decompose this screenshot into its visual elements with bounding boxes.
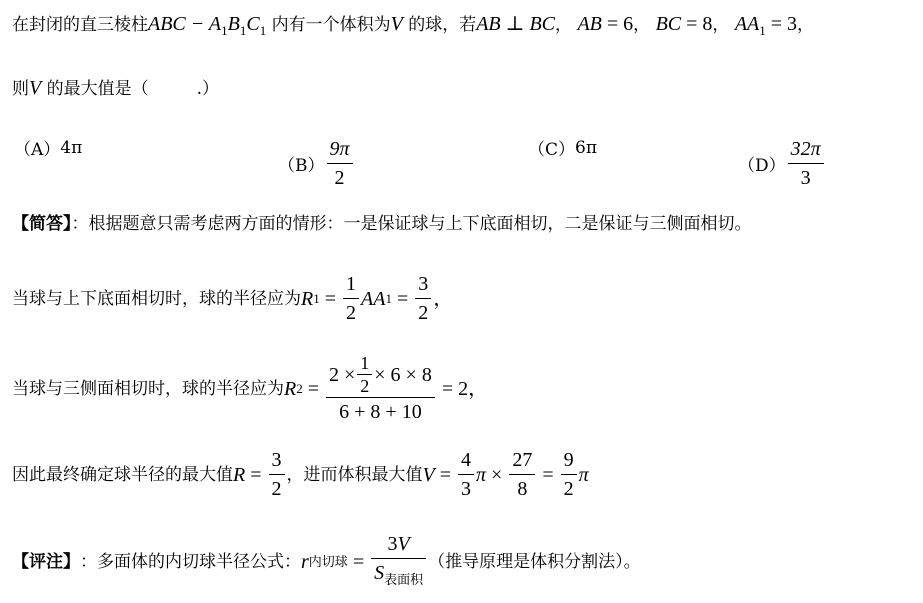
case1-line bbox=[12, 270, 453, 327]
question-intro: 在封闭的直三棱柱 bbox=[12, 15, 148, 35]
question-line-1: 在封闭的直三棱柱ABC − $A_1B_1C_1$ 内有一个体积为V 的球，若AB ⊥ BC， AB = 6， BC = 8， $AA_1 = 3$， bbox=[12, 13, 815, 38]
bc-value: BC = 8 bbox=[655, 13, 713, 35]
radius-max-formula: R = $\frac{3}{2}$ bbox=[233, 446, 287, 503]
answer-tag: 【简答】 bbox=[12, 214, 72, 234]
question-tail: 的球，若 bbox=[408, 15, 477, 35]
line2-prefix: 则 bbox=[12, 79, 29, 99]
option-d bbox=[738, 135, 826, 192]
option-b-den: 2 bbox=[334, 167, 345, 189]
option-a-value: 4π bbox=[60, 137, 83, 158]
line2-text: 的最大值是（ bbox=[46, 79, 149, 99]
comment-tail: （推导原理是体积分割法）。 bbox=[428, 552, 641, 572]
aa1-value: $AA_1 = 3$ bbox=[734, 13, 798, 38]
case1-formula: R 1 = $\frac{1}{2}$ AA 1 = $\frac{3}{2}$ ， bbox=[301, 273, 454, 324]
case2-formula: R 2 = 2 × $\frac{1}{2}$ × 6 × 8 6 + 8 + 10 = 2， bbox=[284, 353, 489, 423]
case1-text: 当球与上下底面相切时，球的半径应为 bbox=[12, 288, 301, 309]
comment-formula: r 内切球 = $\frac{3V}{S_{表面积}}$ bbox=[301, 530, 428, 594]
comment-text: ：多面体的内切球半径公式： bbox=[80, 552, 301, 572]
line2-close: .） bbox=[196, 79, 220, 99]
option-c bbox=[528, 135, 597, 160]
volume-var-2: V bbox=[29, 77, 42, 99]
option-c-value: 6π bbox=[575, 137, 598, 158]
option-b-num: 9π bbox=[329, 138, 350, 160]
comment-line bbox=[12, 530, 641, 594]
volume-max-formula: V = $\frac{4}{3}$ π × $\frac{27}{8}$ = $\frac{9}{2}$ π bbox=[422, 449, 589, 500]
option-b-fraction bbox=[327, 135, 353, 192]
option-a bbox=[14, 135, 82, 160]
conclusion-mid: ，进而体积最大值 bbox=[286, 464, 423, 485]
ab-value: AB = 6 bbox=[577, 13, 634, 35]
perp-condition: AB ⊥ BC bbox=[476, 13, 556, 35]
answer-text: ：根据题意只需考虑两方面的情形：一是保证球与上下底面相切，二是保证与三侧面相切。 bbox=[71, 214, 752, 234]
option-b-label: （B） bbox=[278, 156, 325, 176]
option-d-fraction bbox=[788, 135, 824, 192]
prism-name: ABC − $A_1B_1C_1$ bbox=[148, 13, 267, 38]
option-d-den: 3 bbox=[800, 167, 811, 189]
conclusion-text: 因此最终确定球半径的最大值 bbox=[12, 464, 233, 485]
option-c-label: （C） bbox=[528, 140, 576, 160]
option-d-label: （D） bbox=[738, 156, 786, 176]
conclusion-line bbox=[12, 446, 589, 503]
volume-var: V bbox=[390, 13, 403, 35]
comment-tag: 【评注】 bbox=[12, 552, 80, 572]
option-d-num: 32π bbox=[790, 138, 821, 160]
option-a-label: （A） bbox=[14, 140, 61, 160]
answer-line bbox=[12, 212, 752, 236]
case2-line bbox=[12, 352, 488, 426]
question-mid: 内有一个体积为 bbox=[271, 15, 391, 35]
question-line-2 bbox=[12, 76, 219, 101]
option-b bbox=[278, 135, 355, 192]
case2-text: 当球与三侧面相切时，球的半径应为 bbox=[12, 379, 284, 399]
